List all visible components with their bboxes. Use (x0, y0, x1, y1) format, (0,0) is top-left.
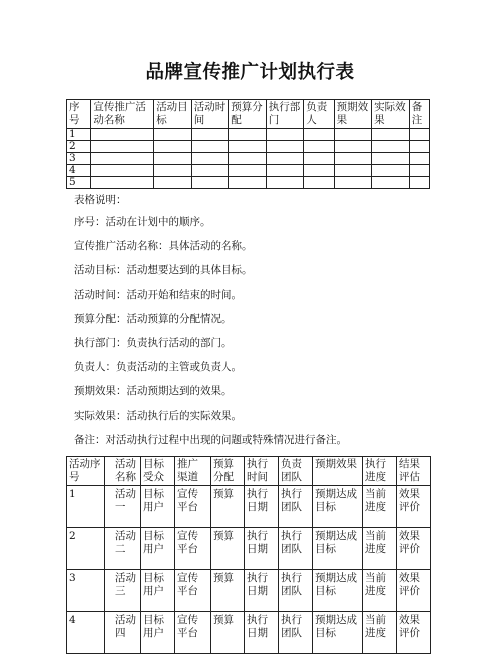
table-cell (304, 153, 334, 165)
table-cell (91, 141, 154, 153)
table-cell: 效果评价 (397, 528, 431, 570)
table-cell: 执行团队 (279, 486, 313, 528)
table-cell (409, 129, 429, 141)
header-cell: 执行部门 (266, 100, 304, 129)
note-line: 序号：活动在计划中的顺序。 (74, 216, 211, 228)
table-header-row (67, 100, 430, 129)
header-cell: 宣传推广活动名称 (91, 100, 154, 129)
header-cell: 活动目标 (154, 100, 192, 129)
table-cell: 预算 (211, 612, 245, 654)
table-cell (229, 177, 267, 189)
table-cell (334, 153, 372, 165)
header-cell: 负责团队 (279, 457, 313, 486)
table-cell (409, 165, 429, 177)
table-cell (154, 165, 192, 177)
notes-heading: 表格说明： (74, 194, 127, 206)
table-cell (266, 177, 304, 189)
table-cell: 预算 (211, 486, 245, 528)
table-cell: 当前进度 (363, 612, 397, 654)
table-row (67, 612, 431, 654)
table-cell (266, 141, 304, 153)
page-title: 品牌宣传推广计划执行表 (145, 62, 355, 83)
table-cell (409, 153, 429, 165)
table-cell: 目标用户 (141, 612, 175, 654)
table-cell: 目标用户 (141, 570, 175, 612)
row-number: 3 (67, 153, 91, 165)
table-cell: 预期达成目标 (313, 570, 363, 612)
header-cell: 预期效果 (334, 100, 372, 129)
table-row (67, 129, 430, 141)
header-cell: 备注 (409, 100, 429, 129)
table-cell (409, 177, 429, 189)
table-cell: 活动二 (105, 528, 141, 570)
table-cell: 执行日期 (245, 528, 279, 570)
table-cell (304, 129, 334, 141)
table-cell: 效果评价 (397, 612, 431, 654)
row-number: 4 (67, 165, 91, 177)
table-cell (229, 129, 267, 141)
table-cell: 1 (67, 486, 105, 528)
note-line: 负责人：负责活动的主管或负责人。 (74, 361, 242, 374)
table-row (67, 528, 431, 570)
header-cell: 实际效果 (372, 100, 410, 129)
table-cell (266, 129, 304, 141)
table-cell: 宣传平台 (175, 486, 211, 528)
header-cell: 活动时间 (191, 100, 229, 129)
table-cell: 当前进度 (363, 570, 397, 612)
table-cell (154, 141, 192, 153)
table-notes (74, 194, 494, 458)
table-cell (372, 129, 410, 141)
table-row (67, 570, 431, 612)
table-cell: 4 (67, 612, 105, 654)
table-cell: 当前进度 (363, 486, 397, 528)
plan-table (66, 99, 430, 189)
note-line: 预算分配：活动预算的分配情况。 (74, 312, 232, 325)
table-cell: 效果评价 (397, 570, 431, 612)
header-cell: 活动名称 (105, 457, 141, 486)
table-cell: 目标用户 (141, 486, 175, 528)
table-cell: 宣传平台 (175, 570, 211, 612)
table-cell: 执行日期 (245, 486, 279, 528)
table-cell (191, 177, 229, 189)
table-cell (91, 165, 154, 177)
table-cell: 目标用户 (141, 528, 175, 570)
table-cell (229, 165, 267, 177)
row-number: 2 (67, 141, 91, 153)
note-line: 预期效果：活动预期达到的效果。 (74, 385, 232, 398)
note-line: 执行部门：负责执行活动的部门。 (74, 336, 232, 349)
table-cell: 执行日期 (245, 570, 279, 612)
note-line: 活动目标：活动想要达到的具体目标。 (74, 264, 253, 277)
table-cell (372, 141, 410, 153)
table-cell: 执行团队 (279, 612, 313, 654)
table-cell (91, 177, 154, 189)
header-cell: 预期效果 (313, 457, 363, 486)
header-cell: 活动序号 (67, 457, 105, 486)
table-cell (154, 153, 192, 165)
table-cell (372, 177, 410, 189)
table-row (67, 177, 430, 189)
table-row (67, 486, 431, 528)
table-cell: 预算 (211, 528, 245, 570)
table-cell (304, 165, 334, 177)
header-cell: 执行时间 (245, 457, 279, 486)
table-cell: 3 (67, 570, 105, 612)
table-cell: 宣传平台 (175, 528, 211, 570)
note-line: 宣传推广活动名称：具体活动的名称。 (74, 240, 253, 253)
activity-table (66, 456, 431, 654)
note-line: 活动时间：活动开始和结束的时间。 (74, 288, 242, 301)
table-cell: 当前进度 (363, 528, 397, 570)
table-cell: 预期达成目标 (313, 486, 363, 528)
table-cell (191, 129, 229, 141)
table-cell (334, 129, 372, 141)
note-line: 备注：对活动执行过程中出现的问题或特殊情况进行备注。 (74, 433, 347, 446)
table-cell: 预算 (211, 570, 245, 612)
header-cell: 负责人 (304, 100, 334, 129)
table-cell: 预期达成目标 (313, 612, 363, 654)
table-cell: 2 (67, 528, 105, 570)
table-row (67, 153, 430, 165)
note-line: 实际效果：活动执行后的实际效果。 (74, 409, 242, 422)
header-cell: 序号 (67, 100, 91, 129)
table-cell (372, 153, 410, 165)
header-cell: 结果评估 (397, 457, 431, 486)
table-cell (229, 153, 267, 165)
table-cell (266, 165, 304, 177)
header-cell: 预算分配 (211, 457, 245, 486)
header-cell: 执行进度 (363, 457, 397, 486)
row-number: 5 (67, 177, 91, 189)
table-cell: 执行日期 (245, 612, 279, 654)
table-cell (334, 177, 372, 189)
table-cell (91, 129, 154, 141)
table-cell (154, 129, 192, 141)
table-cell (409, 141, 429, 153)
table-cell (91, 153, 154, 165)
table-cell (334, 165, 372, 177)
table-cell: 预期达成目标 (313, 528, 363, 570)
header-cell: 推广渠道 (175, 457, 211, 486)
table-cell (304, 177, 334, 189)
table-cell (372, 165, 410, 177)
table-cell (191, 165, 229, 177)
table-cell: 活动一 (105, 486, 141, 528)
table-cell: 活动四 (105, 612, 141, 654)
table-cell (154, 177, 192, 189)
table-cell: 执行团队 (279, 570, 313, 612)
header-cell: 目标受众 (141, 457, 175, 486)
row-number: 1 (67, 129, 91, 141)
table-cell (191, 153, 229, 165)
table-cell (229, 141, 267, 153)
table-cell (334, 141, 372, 153)
table-cell: 活动三 (105, 570, 141, 612)
table-cell: 执行团队 (279, 528, 313, 570)
table-cell: 宣传平台 (175, 612, 211, 654)
table-cell (191, 141, 229, 153)
table-header-row (67, 457, 431, 486)
table-row (67, 141, 430, 153)
header-cell: 预算分配 (229, 100, 267, 129)
table-cell (266, 153, 304, 165)
table-cell (304, 141, 334, 153)
table-row (67, 165, 430, 177)
table-cell: 效果评价 (397, 486, 431, 528)
